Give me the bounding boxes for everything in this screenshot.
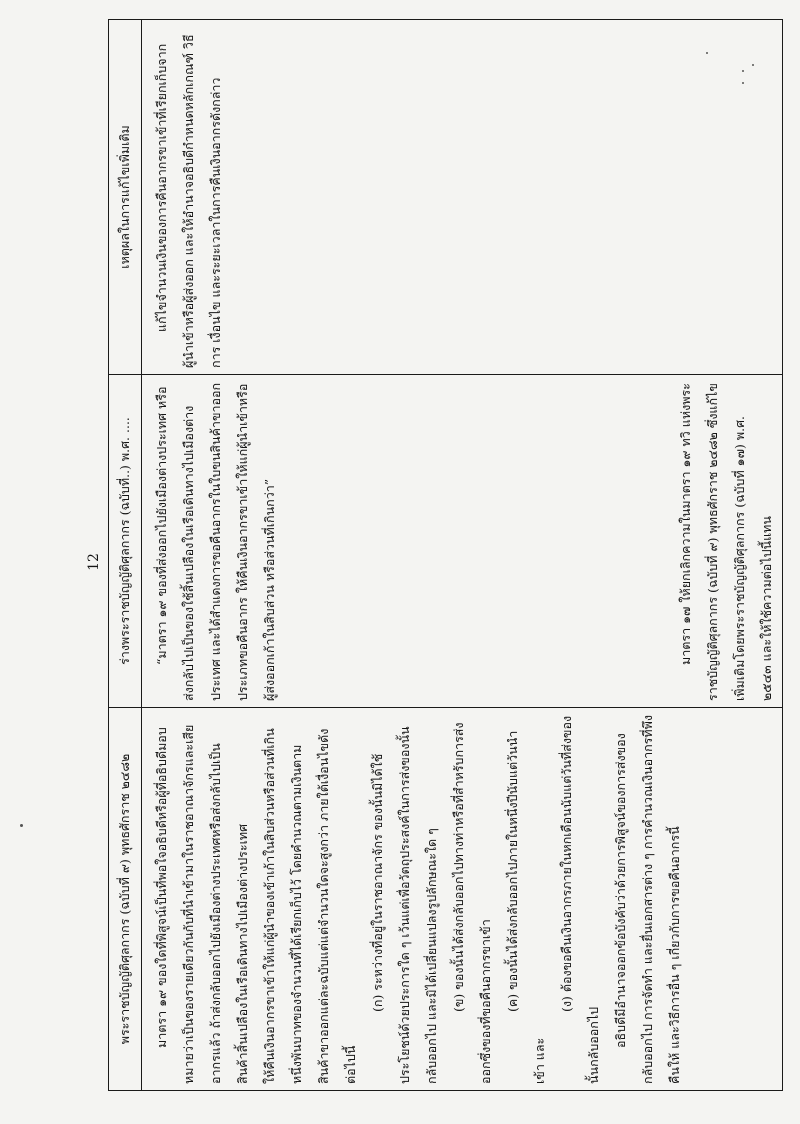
current-law-paragraph: (ง) ต้องขอคืนเงินอากรภายในหกเดือนนับแต่วันที่ส่งของนั้นกลับออกไป [559, 715, 601, 1084]
current-law-paragraph: (ข) ของนั้นได้ส่งกลับออกไปทางท่าหรือที่สำหรับการส่งออกซึ่งของที่ขอคืนอากรขาเข้า [451, 722, 493, 1084]
scan-speck [706, 52, 708, 54]
draft-law-quote: “มาตรา ๑๙ ของที่ส่งออกไปยังเมืองต่างประเทศ หรือส่งกลับไปเป็นของใช้สิ้นเปลืองในเรือเดินทางไปเมืองต่างประเทศ และได้สำแดงการขอคืนอากรในใบขนสินค้าขาออกประเภทขอคืนอากร ให้คืนเงินอากรขาเข้าให้แก่ผู้นำเข้าหรือผู้ส่งออกเก้าในสิบส่วน หรือส่วนที่เกินกว่า” [154, 382, 277, 701]
current-law-paragraph: มาตรา ๑๙ ของใดที่พิสูจน์เป็นที่พอใจอธิบดีหรือผู้ที่อธิบดีมอบหมายว่าเป็นของรายเดียวกันกับที่นำเข้ามาในราชอาณาจักรและเสียอากรแล้ว ถ้าส่งกลับออกไปยังเมืองต่างประเทศหรือส่งกลับไปเป็นสินค้าสิ้นเปลืองในเรือเดินทางไปเมืองต่างประเทศ [154, 724, 250, 1084]
rotated-table-wrapper [108, 29, 783, 1091]
current-law-paragraph: ให้คืนเงินอากรขาเข้าให้แก่ผู้นำของเข้าเก้าในสิบส่วนหรือส่วนที่เกินหนึ่งพันบาทของจำนวนที่ได้เรียกเก็บไว้ โดยคำนวณตามเงินตามสินค้าขาออกแต่ละฉบับแต่แต่จำนวนใดจะสูงกว่า ภายใต้เงื่อนไขดังต่อไปนี้ [262, 728, 358, 1084]
current-law-paragraph: (ก) ระหว่างที่อยู่ในราชอาณาจักร ของนั้นมิได้ใช้ประโยชน์ด้วยประการใด ๆ เว้นแต่เพื่อวัตถุประสงค์ในการส่งของนั้นกลับออกไป และมิได้เปลี่ยนแปลงรูปลักษณะใด ๆ [370, 726, 439, 1084]
header-current-law: พระราชบัญญัติศุลกากร (ฉบับที่ ๙) พุทธศักราช ๒๔๘๒ [109, 708, 142, 1091]
scan-speck [742, 70, 744, 72]
reason-cell [142, 20, 783, 375]
current-law-paragraph: อธิบดีมีอำนาจออกข้อบังคับว่าด้วยการพิสูจน์ของการส่งของกลับออกไป การจัดทำ และยื่นเอกสารต่าง ๆ การคำนวณเงินอากรที่พึงคืนให้ และวิธีการอื่น ๆ เกี่ยวกับการขอคืนอากรนี้ [613, 715, 682, 1084]
header-reason: เหตุผลในการแก้ไขเพิ่มเติม [109, 20, 142, 375]
header-draft-law: ร่างพระราชบัญญัติศุลกากร (ฉบับที่..) พ.ศ. .... [109, 375, 142, 708]
comparison-table [108, 19, 783, 1091]
current-law-paragraph: (ค) ของนั้นได้ส่งกลับออกไปภายในหนึ่งปีนับแต่วันนำเข้า และ [505, 730, 547, 1084]
draft-law-cell [142, 375, 783, 708]
current-law-cell [142, 708, 783, 1091]
scan-speck [752, 64, 754, 66]
scan-speck [20, 824, 23, 827]
table-header-row [109, 20, 142, 1091]
page-number: 12 [86, 553, 102, 571]
table-row [142, 20, 783, 1091]
reason-text: แก้ไขจำนวนเงินของการคืนอากรขาเข้าที่เรียกเก็บจากผู้นำเข้าหรือผู้ส่งออก และให้อำนาจอธิบดีกำหนดหลักเกณฑ์ วิธีการ เงื่อนไข และระยะเวลาในการคืนเงินอากรดังกล่าว [154, 34, 223, 368]
scan-speck [742, 82, 744, 84]
draft-law-section-17: มาตรา ๑๗ ให้ยกเลิกความในมาตรา ๑๙ ทวิ แห่งพระราชบัญญัติศุลกากร (ฉบับที่ ๙) พุทธศักราช ๒๔๘๒ ซึ่งแก้ไขเพิ่มเติมโดยพระราชบัญญัติศุลกากร (ฉบับที่ ๑๗) พ.ศ. ๒๕๔๓ และให้ใช้ความต่อไปนี้แทน [678, 383, 774, 701]
